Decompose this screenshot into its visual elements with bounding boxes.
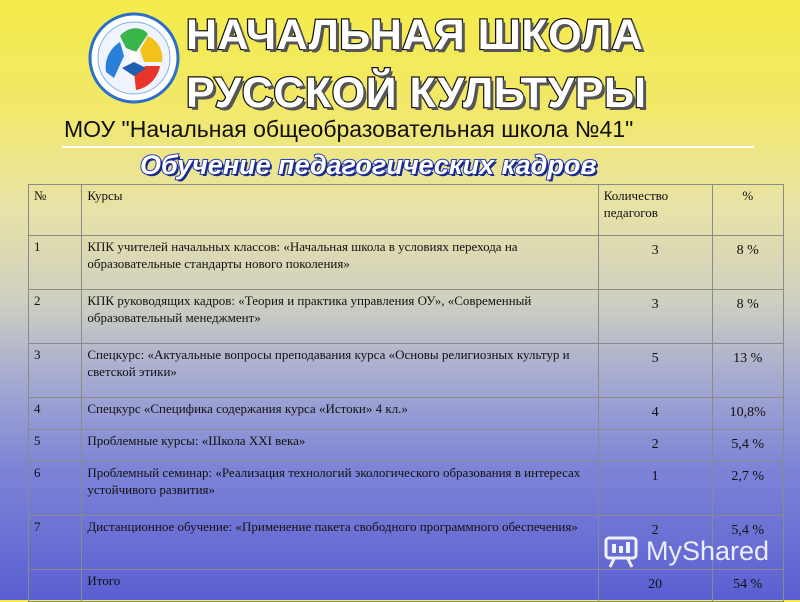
row-course: Спецкурс «Специфика содержания курса «Истоки» 4 кл.» <box>82 398 598 430</box>
row-count: 5 <box>598 344 712 398</box>
slide-subtitle: Обучение педагогических кадров <box>140 150 597 180</box>
header-count: Количество педагогов <box>598 185 712 236</box>
row-count: 4 <box>598 398 712 430</box>
row-number: 4 <box>29 398 82 430</box>
row-number: 1 <box>29 236 82 290</box>
header-percent: % <box>712 185 784 236</box>
table-header-row <box>29 185 784 236</box>
school-logo <box>86 12 182 104</box>
table-row <box>29 236 784 290</box>
header-num: № <box>29 185 82 236</box>
table-row <box>29 290 784 344</box>
header-courses: Курсы <box>82 185 598 236</box>
row-percent: 2,7 % <box>712 462 784 516</box>
row-count: 2 <box>598 516 712 570</box>
table-row <box>29 462 784 516</box>
row-course: Дистанционное обучение: «Применение пакета свободного программного обеспечения» <box>82 516 598 570</box>
school-name: МОУ "Начальная общеобразовательная школа №41" <box>64 116 634 142</box>
table-row <box>29 398 784 430</box>
table-row <box>29 344 784 398</box>
row-count: 3 <box>598 236 712 290</box>
row-number <box>29 570 82 602</box>
row-number: 2 <box>29 290 82 344</box>
row-number: 6 <box>29 462 82 516</box>
table-row <box>29 430 784 462</box>
row-percent: 10,8% <box>712 398 784 430</box>
row-course: Проблемные курсы: «Школа XXI века» <box>82 430 598 462</box>
row-count: 2 <box>598 430 712 462</box>
row-course: КПК руководящих кадров: «Теория и практика управления ОУ», «Современный образовательный менеджмент» <box>82 290 598 344</box>
title-line-2: РУССКОЙ КУЛЬТУРЫ <box>186 69 647 117</box>
row-number: 3 <box>29 344 82 398</box>
title-line-1: НАЧАЛЬНАЯ ШКОЛА <box>186 11 644 59</box>
row-count: 1 <box>598 462 712 516</box>
table-row-total <box>29 570 784 602</box>
row-course: КПК учителей начальных классов: «Начальная школа в условиях перехода на образовательные стандарты нового поколения» <box>82 236 598 290</box>
row-number: 7 <box>29 516 82 570</box>
row-course: Проблемный семинар: «Реализация технологий экологического образования в интересах устойчивого развития» <box>82 462 598 516</box>
row-percent: 5,4 % <box>712 516 784 570</box>
watermark-text: MyShared <box>646 536 770 566</box>
divider-line <box>62 146 754 148</box>
myshared-logo-icon <box>602 532 642 570</box>
row-course: Спецкурс: «Актуальные вопросы преподавания курса «Основы религиозных культур и светской этики» <box>82 344 598 398</box>
watermark <box>608 536 769 567</box>
row-percent: 8 % <box>712 236 784 290</box>
row-count: 20 <box>598 570 712 602</box>
row-percent: 13 % <box>712 344 784 398</box>
row-course: Итого <box>82 570 598 602</box>
row-percent: 54 % <box>712 570 784 602</box>
row-percent: 5,4 % <box>712 430 784 462</box>
row-count: 3 <box>598 290 712 344</box>
row-percent: 8 % <box>712 290 784 344</box>
row-number: 5 <box>29 430 82 462</box>
